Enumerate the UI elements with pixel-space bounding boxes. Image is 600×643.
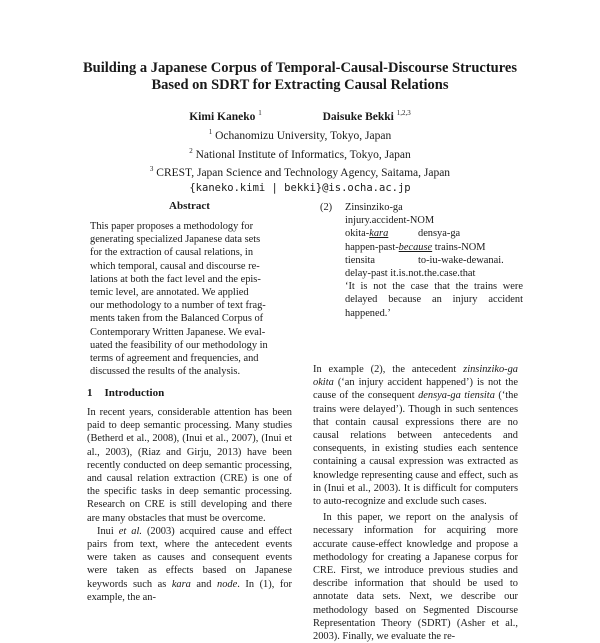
title-line-1: Building a Japanese Corpus of Temporal-Causal-Discourse Structures [83, 60, 517, 76]
affiliation-3: $^3$ CREST, Japan Science and Technology Agency, Saitama, Japan [149, 165, 451, 180]
title-line-2: Based on SDRT for Extracting Causal Relations [151, 77, 449, 93]
paper-title [40, 60, 560, 94]
author-block [40, 106, 560, 196]
abstract-line: ments taken from the Balanced Corpus of [90, 313, 264, 325]
abstract-line: This paper proposes a methodology for [90, 221, 254, 232]
abstract-line: for the extraction of causal relations, in [90, 247, 254, 259]
abstract-line: uated the feasibility of our methodology in [90, 339, 268, 351]
right-column-body [313, 363, 518, 643]
example-gloss: Zinsinziko-ga injury.accident-NOM okita-kara densya-ga happen-past-because trains-NOM tiensita to-iu-wake-dewanai. delay-past it.is.not.the.case.that [345, 202, 504, 280]
author-names [40, 106, 560, 125]
abstract-line: discussed the results of the analysis. [90, 366, 241, 378]
right-paragraph-1: In example (2), the antecedent zinsinziko-ga okita (‘an injury accident happened’) is not the cause of the consequent densya-ga tiensita (‘the trains were delayed’). Though in such sentences that contain causal expressions there are no causal relations between antecedents and consequents, in existing studies each sentence containing a causal expression was extracted as knowledge representing cause and effect, such as in (Inui et al., 2003). It is difficult for computers to auto-recognize and exclude such cases. [313, 364, 518, 508]
introduction-body [87, 406, 292, 604]
abstract-line: temic level, are annotated. We applied [90, 287, 249, 299]
example-2 [313, 201, 523, 320]
intro-paragraph-1: In recent years, considerable attention has been paid to deep semantic processing. Many studies (Betherd et al., 2008), (Inui et al., 2007), (Inui et al., 2003), (Riaz and Girju, 2013) have been recently conducted on deep semantic processing, and causal relation extraction (CRE) is one of the specific tasks in deep semantic processing. Research on CRE is still developing and there are many obstacles that must be overcome. [87, 407, 292, 524]
right-paragraph-2: In this paper, we report on the analysis of necessary information for acquiring more accurate cause-effect knowledge and propose a methodology for creating a Japanese corpus for CRE. First, we introduce previous studies and describe information that should be used to annotate data sets. Next, we describe our methodology based on Segmented Discourse Representation Theory (SDRT) (Asher et al., 2003). Finally, we evaluate the re- [313, 512, 518, 643]
intro-paragraph-2: Inui et al. (2003) acquired cause and effect pairs from text, where the antecedent events were taken as causes and consequent events were taken as effects based on Japanese keywords such as kara and node. In (1), for example, the an- [87, 525, 292, 603]
affiliation-1: $^1$ Ochanomizu University, Tokyo, Japan [208, 127, 392, 142]
introduction-heading: 1 Introduction [87, 387, 165, 399]
example-translation: ‘It is not the case that the trains were delayed because an injury accident happened.’ [345, 281, 523, 319]
abstract-heading: Abstract [169, 200, 210, 212]
abstract-line: our methodology to a number of text frag- [90, 300, 266, 312]
author-1: Kimi Kaneko $^1$ [189, 109, 262, 123]
author-2: Daisuke Bekki $^{1,2,3}$ [322, 109, 411, 123]
abstract-line: Contemporary Written Japanese. We eval- [90, 326, 266, 338]
abstract-line: lations at both the fact level and the epis- [90, 273, 261, 285]
abstract-body [90, 220, 286, 378]
example-number: (2) [320, 202, 333, 213]
abstract-line: which temporal, causal and discourse re- [90, 260, 260, 272]
abstract-line: terms of agreement and frequencies, and [90, 353, 259, 365]
affiliation-2: $^2$ National Institute of Informatics, Tokyo, Japan [189, 146, 411, 161]
author-email: {kaneko.kimi | bekki}@is.ocha.ac.jp [189, 182, 411, 195]
abstract-line: generating specialized Japanese data sets [90, 234, 261, 246]
